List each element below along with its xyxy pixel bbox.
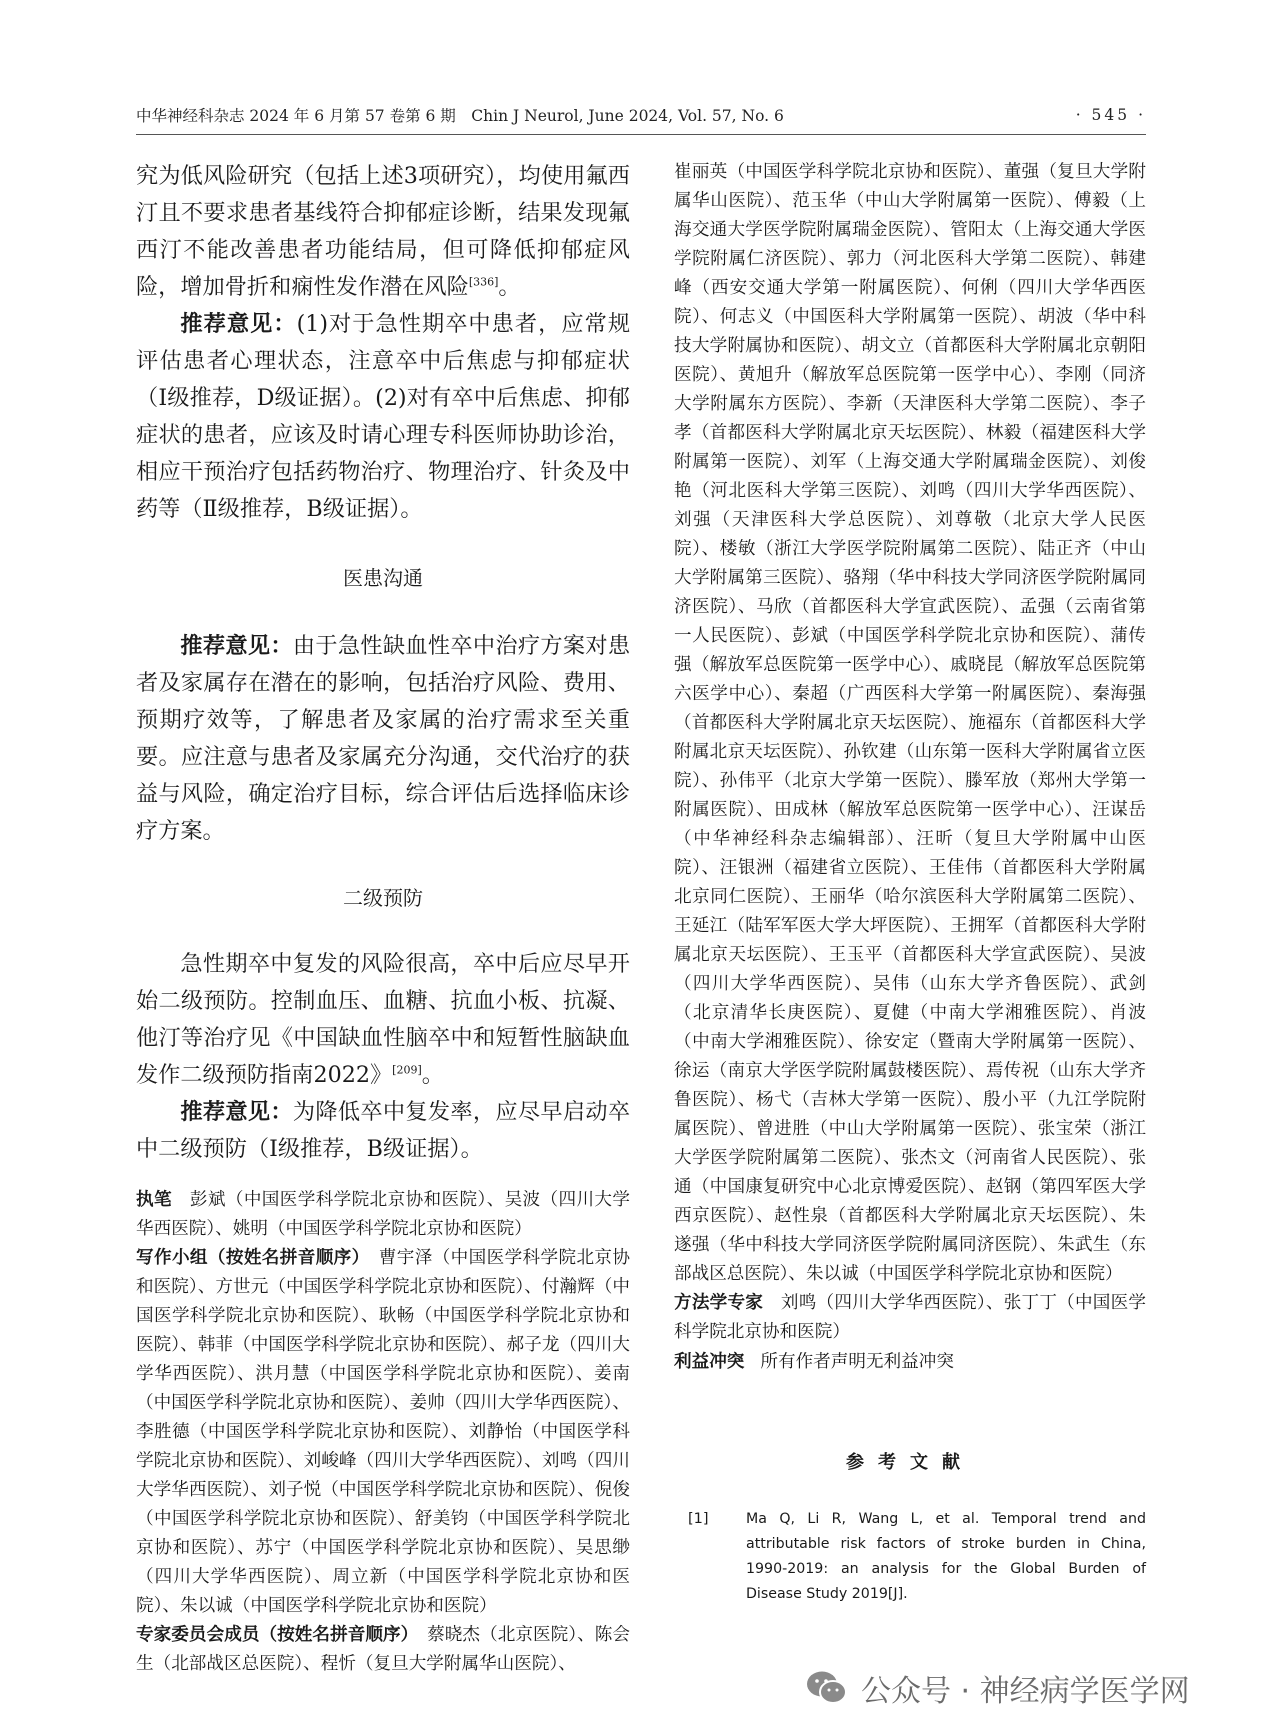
recommendation-3: 推荐意见：为降低卒中复发率，应尽早启动卒中二级预防（Ⅰ级推荐，B级证据）。 — [136, 1099, 631, 1162]
watermark — [805, 1666, 1190, 1710]
writing-group-label: 写作小组（按姓名拼音顺序） — [136, 1248, 361, 1268]
committee-label: 专家委员会成员（按姓名拼音顺序） — [136, 1625, 410, 1645]
section-heading-secondary-prevention: 二级预防 — [343, 886, 423, 910]
watermark-text: 公众号 · 神经病学医学网 — [861, 1674, 1190, 1709]
writers-block: 执笔 彭斌（中国医学科学院北京协和医院）、吴波（四川大学华西医院）、姚明（中国医学科学院北京协和医院） — [136, 1190, 630, 1239]
journal-citation: 中华神经科杂志 2024 年 6 月第 57 卷第 6 期 Chin J Neurol, June 2024, Vol. 57, No. 6 — [136, 107, 784, 125]
recommendation-label: 推荐意见： — [180, 1099, 293, 1125]
reference-text: Ma Q, Li R, Wang L, et al. Temporal trend and attributable risk factors of stroke burden in China, 1990-2019: an analysis for the Global Burden of Disease Study 2019[J]. — [746, 1511, 1146, 1602]
methodology-block: 方法学专家 刘鸣（四川大学华西医院）、张丁丁（中国医学科学院北京协和医院） — [674, 1293, 1146, 1342]
conflict-label: 利益冲突 — [674, 1352, 745, 1372]
header-rule — [136, 134, 1146, 135]
recommendation-label: 推荐意见： — [180, 633, 293, 659]
section-heading-communication: 医患沟通 — [343, 566, 423, 590]
references-title: 参考文献 — [846, 1452, 974, 1473]
paragraph-continued: 究为低风险研究（包括上述3项研究），均使用氟西汀且不要求患者基线符合抑郁症诊断，结果发现氟西汀不能改善患者功能结局，但可降低抑郁症风险，增加骨折和痫性发作潜在风险[336]。 — [136, 163, 630, 300]
writing-group-block: 写作小组（按姓名拼音顺序） 曹宇泽（中国医学科学院北京协和医院）、方世元（中国医学科学院北京协和医院）、付瀚辉（中国医学科学院北京协和医院）、耿畅（中国医学科学院北京协和医院）、韩菲（中国医学科学院北京协和医院）、郝子龙（四川大学华西医院）、洪月慧（中国医学科学院北京协和医院）、姜南（中国医学科学院北京协和医院）、姜帅（四川大学华西医院）、李胜德（中国医学科学院北京协和医院）、刘静怡（中国医学科学院北京协和医院）、刘峻峰（四川大学华西医院）、刘鸣（四川大学华西医院）、刘子悦（中国医学科学院北京协和医院）、倪俊（中国医学科学院北京协和医院）、舒美钧（中国医学科学院北京协和医院）、苏宁（中国医学科学院北京协和医院）、吴思缈（四川大学华西医院）、周立新（中国医学科学院北京协和医院）、朱以诚（中国医学科学院北京协和医院） — [136, 1248, 630, 1616]
citation-ref: [209] — [392, 1063, 422, 1077]
recommendation-label: 推荐意见： — [180, 311, 297, 337]
committee-block-continued: 崔丽英（中国医学科学院北京协和医院）、董强（复旦大学附属华山医院）、范玉华（中山大学附属第一医院）、傅毅（上海交通大学医学院附属瑞金医院）、管阳太（上海交通大学医学院附属仁济医院）、郭力（河北医科大学第二医院）、韩建峰（西安交通大学第一附属医院）、何俐（四川大学华西医院）、何志义（中国医科大学附属第一医院）、胡波（华中科技大学附属协和医院）、胡文立（首都医科大学附属北京朝阳医院）、黄旭升（解放军总医院第一医学中心）、李刚（同济大学附属东方医院）、李新（天津医科大学第二医院）、李子孝（首都医科大学附属北京天坛医院）、林毅（福建医科大学附属第一医院）、刘军（上海交通大学附属瑞金医院）、刘俊艳（河北医科大学第三医院）、刘鸣（四川大学华西医院）、刘强（天津医科大学总医院）、刘尊敬（北京大学人民医院）、楼敏（浙江大学医学院附属第二医院）、陆正齐（中山大学附属第三医院）、骆翔（华中科技大学同济医学院附属同济医院）、马欣（首都医科大学宣武医院）、孟强（云南省第一人民医院）、彭斌（中国医学科学院北京协和医院）、蒲传强（解放军总医院第一医学中心）、戚晓昆（解放军总医院第六医学中心）、秦超（广西医科大学第一附属医院）、秦海强（首都医科大学附属北京天坛医院）、施福东（首都医科大学附属北京天坛医院）、孙钦建（山东第一医科大学附属省立医院）、孙伟平（北京大学第一医院）、滕军放（郑州大学第一附属医院）、田成林（解放军总医院第一医学中心）、汪谋岳（中华神经科杂志编辑部）、汪昕（复旦大学附属中山医院）、汪银洲（福建省立医院）、王佳伟（首都医科大学附属北京同仁医院）、王丽华（哈尔滨医科大学附属第二医院）、王延江（陆军军医大学大坪医院）、王拥军（首都医科大学附属北京天坛医院）、王玉平（首都医科大学宣武医院）、吴波（四川大学华西医院）、吴伟（山东大学齐鲁医院）、武剑（北京清华长庚医院）、夏健（中南大学湘雅医院）、肖波（中南大学湘雅医院）、徐安定（暨南大学附属第一医院）、徐运（南京大学医学院附属鼓楼医院）、焉传祝（山东大学齐鲁医院）、杨弋（吉林大学第一医院）、殷小平（九江学院附属医院）、曾进胜（中山大学附属第一医院）、张宝荣（浙江大学医学院附属第二医院）、张杰文（河南省人民医院）、张通（中国康复研究中心北京博爱医院）、赵钢（第四军医大学西京医院）、赵性泉（首都医科大学附属北京天坛医院）、朱遂强（华中科技大学同济医学院附属同济医院）、朱武生（东部战区总医院）、朱以诚（中国医学科学院北京协和医院） — [674, 162, 1146, 1284]
committee-block: 专家委员会成员（按姓名拼音顺序） 蔡晓杰（北京医院）、陈会生（北部战区总医院）、程忻（复旦大学附属华山医院）、 — [136, 1625, 631, 1674]
left-column — [136, 158, 630, 1679]
reference-item — [674, 1507, 1146, 1607]
citation-ref: [336] — [468, 275, 499, 289]
writers-label: 执笔 — [136, 1190, 172, 1210]
reference-number: [1] — [688, 1511, 709, 1527]
paragraph-secondary-prevention: 急性期卒中复发的风险很高，卒中后应尽早开始二级预防。控制血压、血糖、抗血小板、抗凝、他汀等治疗见《中国缺血性脑卒中和短暂性脑缺血发作二级预防指南2022》[209]。 — [136, 951, 630, 1088]
right-column — [674, 158, 1146, 1607]
recommendation-1: 推荐意见：(1)对于急性期卒中患者，应常规评估患者心理状态，注意卒中后焦虑与抑郁症状（Ⅰ级推荐，D级证据）。(2)对有卒中后焦虑、抑郁症状的患者，应该及时请心理专科医师协助诊治，相应干预治疗包括药物治疗、物理治疗、针灸及中药等（Ⅱ级推荐，B级证据）。 — [136, 311, 631, 522]
wechat-icon — [805, 1669, 849, 1707]
conflict-of-interest: 利益冲突 所有作者声明无利益冲突 — [674, 1352, 954, 1372]
page-number: · 545 · — [1075, 106, 1146, 124]
methodology-label: 方法学专家 — [674, 1293, 764, 1313]
running-header — [136, 104, 1146, 126]
recommendation-2: 推荐意见：由于急性缺血性卒中治疗方案对患者及家属存在潜在的影响，包括治疗风险、费用、预期疗效等，了解患者及家属的治疗需求至关重要。应注意与患者及家属充分沟通，交代治疗的获益与风险，确定治疗目标，综合评估后选择临床诊疗方案。 — [136, 633, 631, 844]
